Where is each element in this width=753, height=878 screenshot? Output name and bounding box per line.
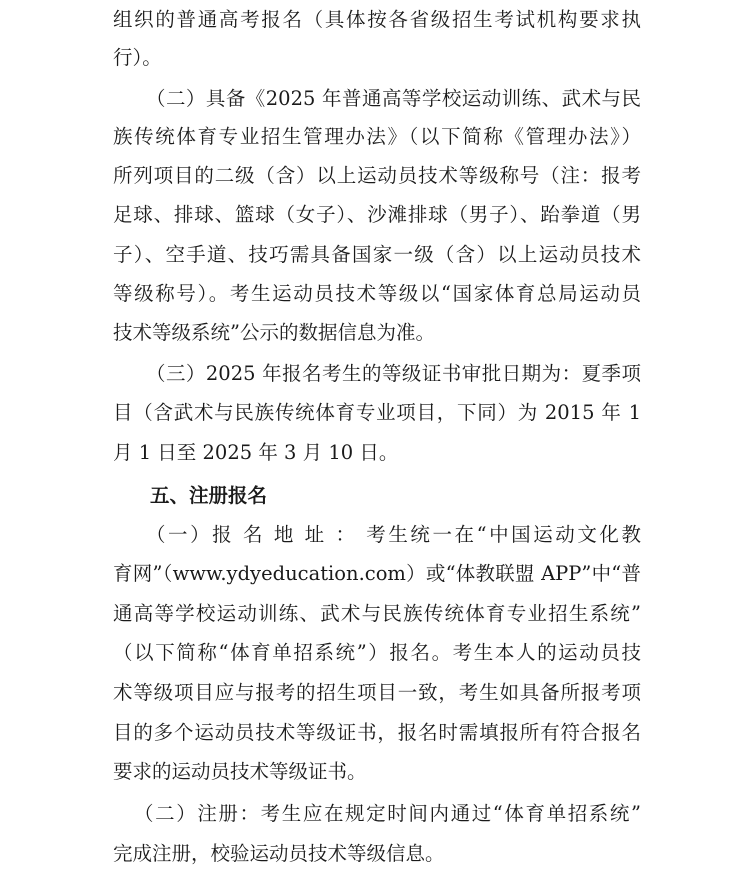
paragraph-line: 足球、排球、篮球（女子）、沙滩排球（男子）、跆拳道（男 (113, 203, 641, 226)
paragraph-line: （二）具备《2025 年普通高等学校运动训练、武术与民 (146, 87, 641, 110)
paragraph-line: 育网”（www.ydyeducation.com）或“体教联盟 APP”中“普 (113, 562, 641, 585)
paragraph-line: （二）注册：考生应在规定时间内通过“体育单招系统” (134, 802, 641, 825)
paragraph-line: 族传统体育专业招生管理办法》（以下简称《管理办法》） (113, 125, 641, 148)
paragraph-line: 等级称号）。考生运动员技术等级以“国家体育总局运动员 (113, 282, 641, 305)
paragraph-line: （一）报 名 地 址 ： 考生统一在“中国运动文化教 (146, 523, 641, 546)
section-heading: 五、注册报名 (150, 484, 268, 507)
paragraph-line: 技术等级系统”公示的数据信息为准。 (113, 321, 435, 344)
paragraph-line: 组织的普通高考报名（具体按各省级招生考试机构要求执 (113, 8, 641, 31)
paragraph-line: 子）、空手道、技巧需具备国家一级（含）以上运动员技术 (113, 243, 641, 266)
paragraph-line: （以下简称“体育单招系统”）报名。考生本人的运动员技 (113, 641, 641, 664)
paragraph-line: （三）2025 年报名考生的等级证书审批日期为：夏季项 (146, 362, 641, 385)
paragraph-line: 所列项目的二级（含）以上运动员技术等级称号（注：报考 (113, 164, 641, 187)
paragraph-line: 术等级项目应与报考的招生项目一致，考生如具备所报考项 (113, 681, 641, 704)
paragraph-line: 行）。 (113, 46, 162, 69)
paragraph-line: 目（含武术与民族传统体育专业项目，下同）为 2015 年 1 (113, 401, 641, 424)
paragraph-line: 完成注册，校验运动员技术等级信息。 (113, 842, 445, 865)
paragraph-line: 月 1 日至 2025 年 3 月 10 日。 (113, 441, 399, 464)
paragraph-line: 通高等学校运动训练、武术与民族传统体育专业招生系统” (113, 602, 641, 625)
paragraph-line: 目的多个运动员技术等级证书，报名时需填报所有符合报名 (113, 721, 641, 744)
paragraph-line: 要求的运动员技术等级证书。 (113, 760, 367, 783)
